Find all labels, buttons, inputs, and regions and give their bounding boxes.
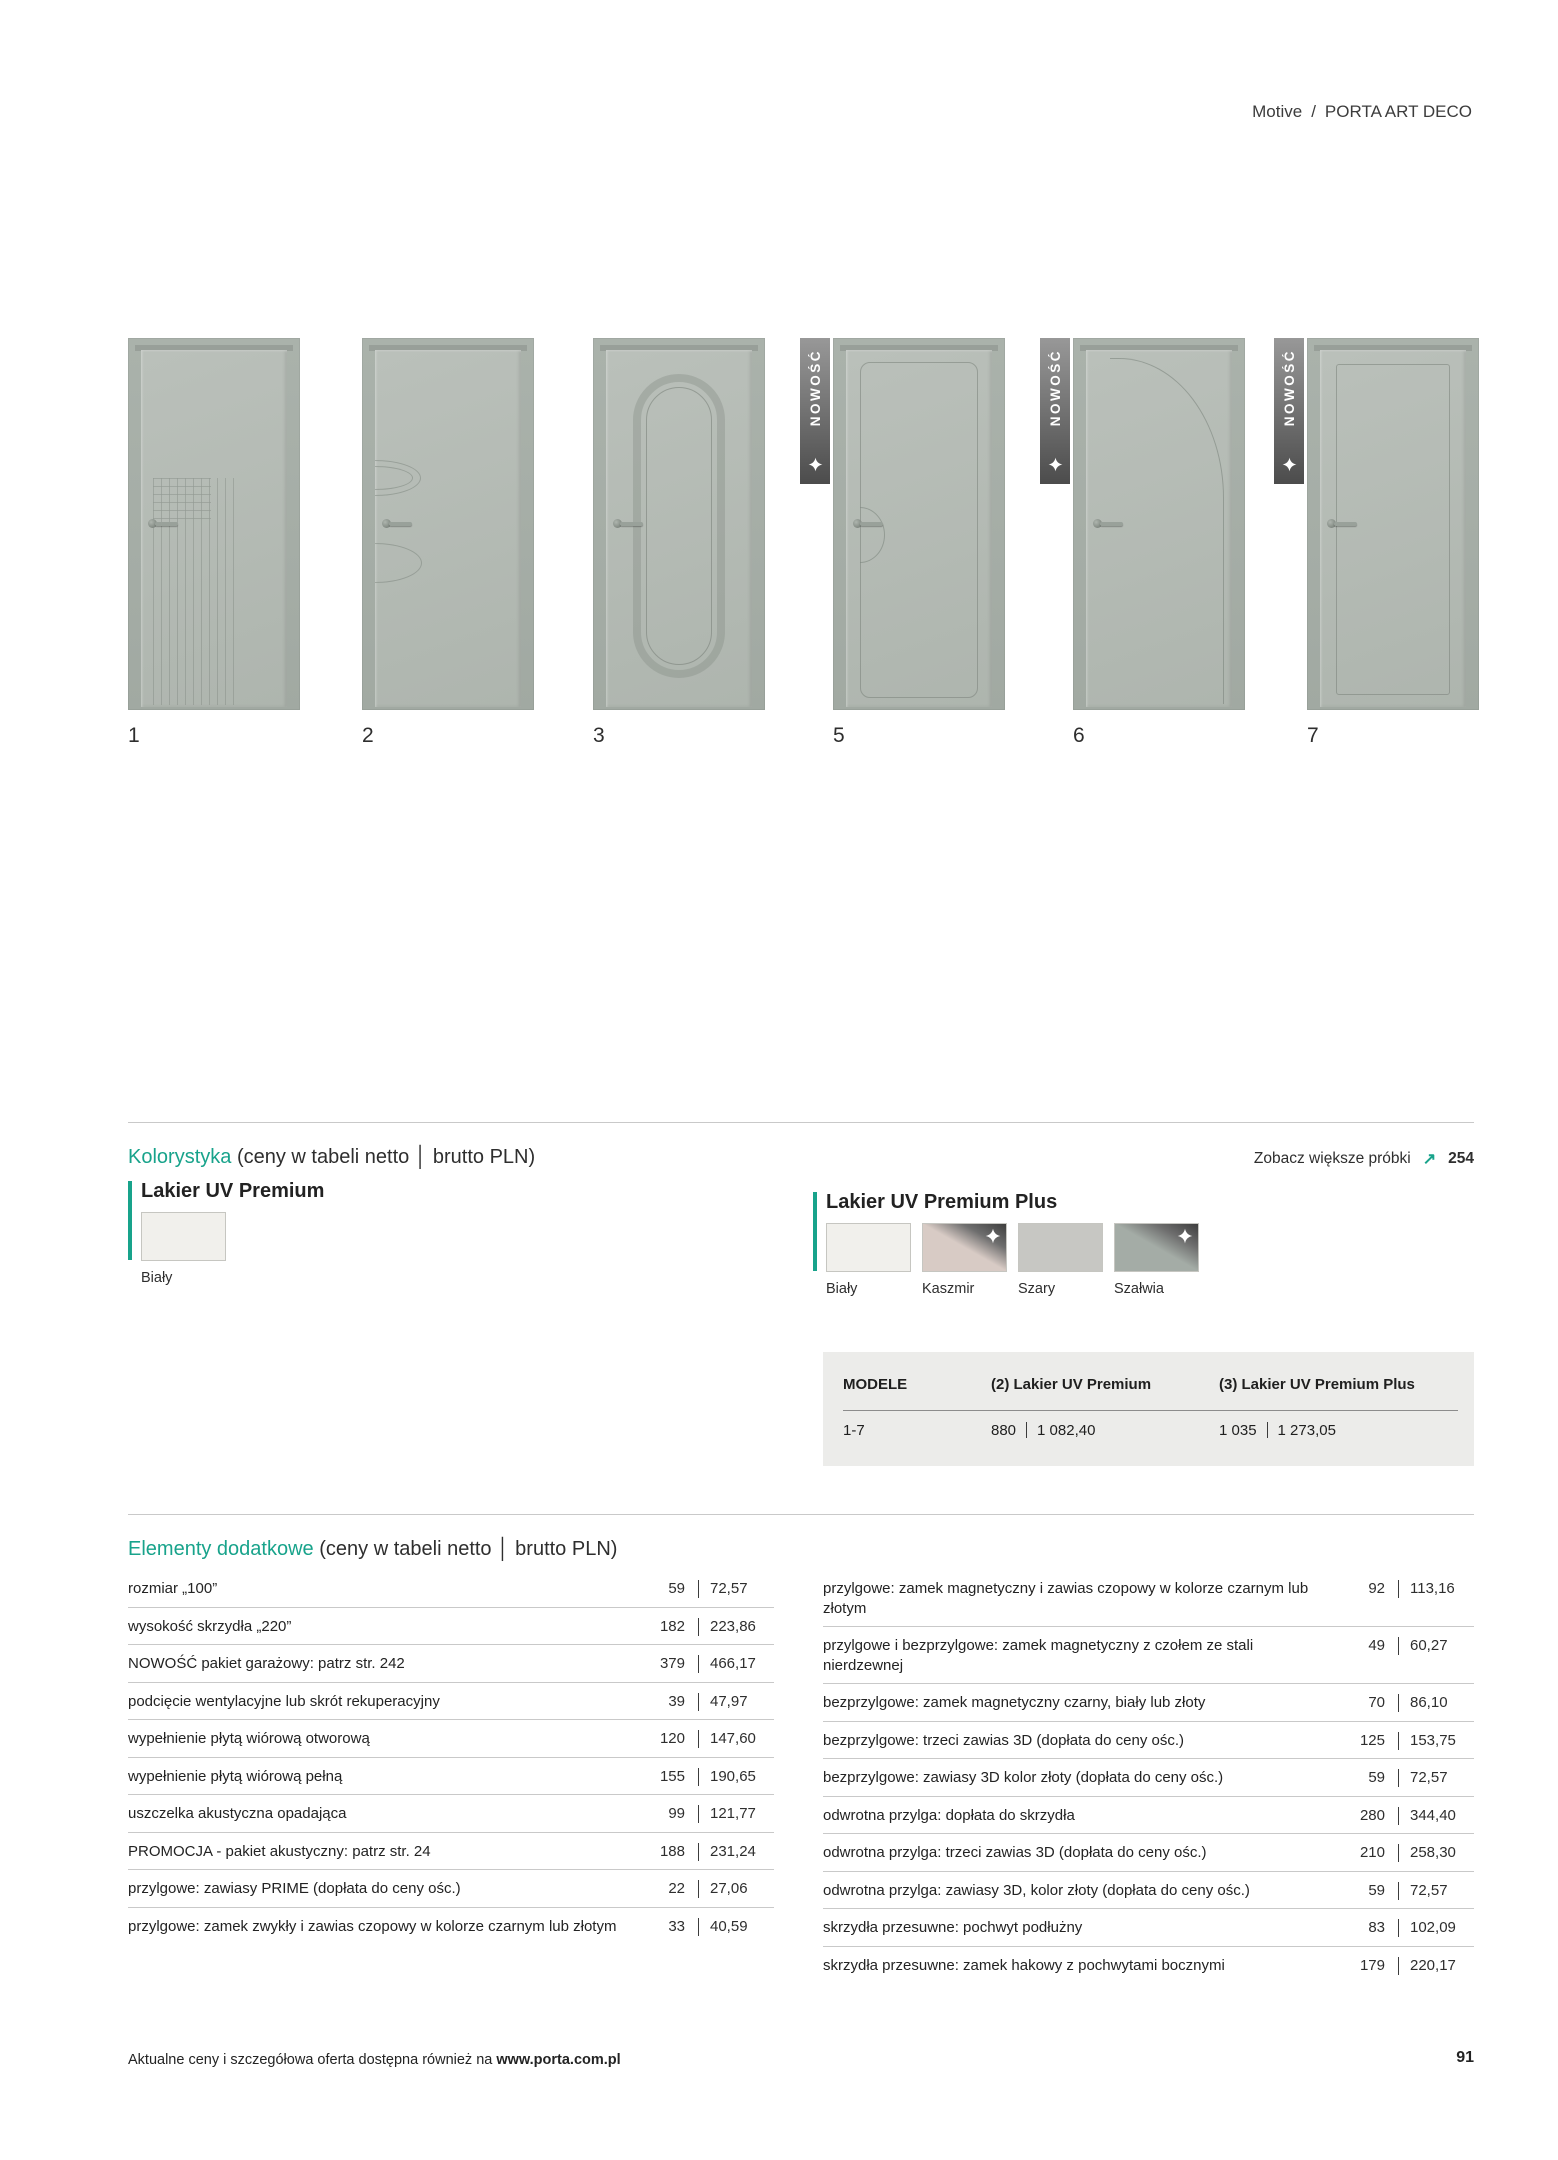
extras-row-label: podcięcie wentylacyjne lub skrót rekuperacyjny [128, 1692, 440, 1710]
nowosc-label: NOWOŚĆ [1281, 349, 1297, 427]
extras-row-brutto: 72,57 [1410, 1769, 1448, 1786]
extras-row-netto: 33 [668, 1917, 685, 1935]
extras-row-netto: 59 [668, 1580, 685, 1597]
swatch-row [826, 1223, 1199, 1297]
sparkle-icon [1048, 457, 1063, 472]
door-number: 1 [128, 724, 140, 747]
price-separator [698, 1843, 699, 1861]
extras-row-brutto: 121,77 [710, 1805, 756, 1822]
door-image [1307, 338, 1479, 710]
models-header: MODELE [843, 1376, 908, 1393]
price-separator [698, 1693, 699, 1711]
premium-plus-netto: 1 035 [1219, 1422, 1257, 1439]
door-image [593, 338, 765, 710]
door-image [128, 338, 300, 710]
samples-link-label: Zobacz większe próbki [1253, 1150, 1411, 1167]
extras-row [128, 1795, 774, 1833]
extras-row-netto: 155 [659, 1767, 685, 1785]
door-handle-icon [1327, 518, 1359, 530]
premium-brutto: 1 082,40 [1037, 1422, 1096, 1439]
extras-row [128, 1833, 774, 1871]
extras-list-left [128, 1570, 774, 1944]
extras-row-netto: 92 [1368, 1580, 1385, 1597]
price-separator [1398, 1732, 1399, 1750]
breadcrumb-model: PORTA ART DECO [1324, 102, 1472, 121]
door-design-pattern [633, 374, 725, 678]
extras-row-brutto: 60,27 [1410, 1637, 1448, 1654]
color-swatch-cell [141, 1212, 226, 1286]
extras-row-brutto: 147,60 [710, 1730, 756, 1747]
extras-row-label: przylgowe: zamek zwykły i zawias czopowy w kolorze czarnym lub złotym [128, 1917, 617, 1935]
footer-note [128, 2052, 621, 2068]
arrow-up-right-icon: ↗ [1422, 1151, 1437, 1168]
door-number: 3 [593, 724, 605, 747]
door-image [362, 338, 534, 710]
breadcrumb-collection: Motive [1252, 102, 1303, 121]
color-swatch [1114, 1223, 1199, 1272]
extras-pricing-note: (ceny w tabeli netto │ brutto PLN) [319, 1538, 618, 1560]
extras-row [823, 1834, 1474, 1872]
door-leaf [1320, 350, 1466, 707]
extras-row-label: odwrotna przylga: trzeci zawias 3D (dopłata do ceny ośc.) [823, 1844, 1207, 1861]
colors-section-title [128, 1146, 535, 1169]
extras-row-brutto: 466,17 [710, 1655, 756, 1672]
footer-url[interactable]: www.porta.com.pl [496, 2052, 621, 2068]
extras-row-netto: 49 [1368, 1637, 1385, 1654]
extras-row-label: bezprzylgowe: zamek magnetyczny czarny, biały lub złoty [823, 1694, 1206, 1711]
divider [128, 1514, 1474, 1515]
extras-row-label: przylgowe i bezprzylgowe: zamek magnetyczny z czołem ze stali nierdzewnej [823, 1637, 1254, 1674]
door-design-pattern [375, 460, 421, 496]
nowosc-badge [1274, 338, 1304, 484]
extras-row-label: bezprzylgowe: zawiasy 3D kolor złoty (dopłata do ceny ośc.) [823, 1769, 1224, 1786]
extras-row-label: skrzydła przesuwne: zamek hakowy z pochwytami bocznymi [823, 1956, 1225, 1974]
door-design-pattern [860, 362, 978, 698]
extras-row-label: przylgowe: zawiasy PRIME (dopłata do ceny ośc.) [128, 1880, 461, 1897]
extras-row-label: wypełnienie płytą wiórową otworową [128, 1730, 370, 1747]
door-figure [807, 338, 1005, 748]
extras-row [823, 1947, 1474, 1984]
extras-row [823, 1909, 1474, 1947]
door-handle-icon [613, 518, 645, 530]
door-image [833, 338, 1005, 710]
extras-row-brutto: 344,40 [1410, 1806, 1456, 1824]
door-figure [362, 338, 534, 748]
nowosc-corner-badge [923, 1224, 1006, 1271]
price-separator [1026, 1422, 1027, 1438]
extras-row-brutto: 40,59 [710, 1917, 748, 1935]
sparkle-icon [985, 1228, 1001, 1244]
extras-row [128, 1908, 774, 1945]
color-swatch-cell [826, 1223, 911, 1297]
extras-row-netto: 280 [1359, 1806, 1385, 1824]
extras-row-brutto: 72,57 [1410, 1881, 1448, 1899]
price-separator [1398, 1694, 1399, 1712]
extras-row-brutto: 153,75 [1410, 1731, 1456, 1749]
extras-row-brutto: 258,30 [1410, 1844, 1456, 1861]
price-separator [698, 1880, 699, 1898]
extras-row-brutto: 27,06 [710, 1880, 748, 1897]
extras-row [823, 1759, 1474, 1797]
extras-row-netto: 125 [1359, 1731, 1385, 1749]
door-leaf [375, 350, 521, 707]
door-number: 2 [362, 724, 374, 747]
door-leaf [141, 350, 287, 707]
extras-row-brutto: 47,97 [710, 1692, 748, 1710]
extras-row-netto: 182 [659, 1617, 685, 1635]
door-handle-icon [1093, 518, 1125, 530]
door-figure [128, 338, 300, 748]
color-swatch [922, 1223, 1007, 1272]
sparkle-icon [1282, 457, 1297, 472]
swatch-row [141, 1212, 324, 1286]
price-separator [1398, 1882, 1399, 1900]
swatch-group-title: Lakier UV Premium [141, 1180, 325, 1202]
premium-plus-header: (3) Lakier UV Premium Plus [1219, 1376, 1415, 1393]
extras-row-label: bezprzylgowe: trzeci zawias 3D (dopłata do ceny ośc.) [823, 1731, 1184, 1749]
door-number: 6 [1073, 724, 1085, 747]
price-separator [1398, 1957, 1399, 1975]
color-swatch [826, 1223, 911, 1272]
extras-row [128, 1758, 774, 1796]
samples-link[interactable] [1254, 1149, 1474, 1169]
footer-text: Aktualne ceny i szczegółowa oferta dostępna również na [128, 2052, 493, 2068]
premium-price [991, 1422, 1095, 1439]
extras-row-brutto: 220,17 [1410, 1956, 1456, 1974]
extras-row-netto: 70 [1368, 1694, 1385, 1711]
color-swatch-label: Szałwia [1114, 1281, 1164, 1297]
premium-netto: 880 [991, 1422, 1017, 1439]
extras-section-title [128, 1538, 617, 1561]
extras-title-text: Elementy dodatkowe [128, 1538, 314, 1560]
extras-row-label: skrzydła przesuwne: pochwyt podłużny [823, 1919, 1083, 1936]
extras-row-netto: 59 [1368, 1881, 1385, 1899]
extras-row-label: odwrotna przylga: zawiasy 3D, kolor złoty (dopłata do ceny ośc.) [823, 1881, 1250, 1899]
door-handle-icon [853, 518, 885, 530]
extras-row-label: wypełnienie płytą wiórową pełną [128, 1767, 343, 1785]
extras-row-netto: 210 [1359, 1844, 1385, 1861]
extras-row-netto: 22 [668, 1880, 685, 1897]
extras-list-right [823, 1570, 1474, 1983]
breadcrumb [1252, 102, 1472, 122]
door-figure [1047, 338, 1245, 748]
extras-row-netto: 120 [659, 1730, 685, 1747]
price-separator [1398, 1580, 1399, 1598]
premium-header: (2) Lakier UV Premium [991, 1376, 1152, 1393]
nowosc-badge [1040, 338, 1070, 484]
extras-row-label: rozmiar „100” [128, 1580, 218, 1597]
price-separator [698, 1918, 699, 1936]
nowosc-label: NOWOŚĆ [1047, 349, 1063, 427]
color-swatch-cell [922, 1223, 1007, 1297]
price-separator [698, 1768, 699, 1786]
extras-row [128, 1608, 774, 1646]
table-rule [843, 1410, 1458, 1411]
extras-row-netto: 379 [659, 1655, 685, 1672]
extras-row-brutto: 86,10 [1410, 1694, 1448, 1711]
price-separator [1398, 1807, 1399, 1825]
door-image [1073, 338, 1245, 710]
price-separator [1398, 1919, 1399, 1937]
extras-row-brutto: 102,09 [1410, 1919, 1456, 1936]
door-leaf [846, 350, 992, 707]
swatch-group-premium-plus [813, 1191, 1199, 1297]
extras-row-brutto: 223,86 [710, 1617, 756, 1635]
extras-row [823, 1797, 1474, 1835]
sparkle-icon [808, 457, 823, 472]
nowosc-corner-badge [1115, 1224, 1198, 1271]
models-range: 1-7 [843, 1422, 865, 1439]
extras-row-netto: 83 [1368, 1919, 1385, 1936]
color-swatch-cell [1018, 1223, 1103, 1297]
extras-row-brutto: 113,16 [1410, 1580, 1455, 1597]
extras-row [128, 1645, 774, 1683]
extras-row-label: uszczelka akustyczna opadająca [128, 1805, 347, 1822]
color-swatch-label: Biały [141, 1270, 173, 1286]
nowosc-badge [800, 338, 830, 484]
swatch-group-title: Lakier UV Premium Plus [826, 1191, 1058, 1213]
extras-row-label: PROMOCJA - pakiet akustyczny: patrz str. 24 [128, 1842, 431, 1860]
page-number: 91 [1456, 2049, 1474, 2066]
door-leaf [1086, 350, 1232, 707]
colors-pricing-note: (ceny w tabeli netto │ brutto PLN) [236, 1146, 536, 1168]
extras-row-brutto: 72,57 [710, 1580, 748, 1597]
models-price-table [823, 1352, 1474, 1466]
extras-row-brutto: 231,24 [710, 1842, 756, 1860]
premium-plus-brutto: 1 273,05 [1277, 1422, 1336, 1439]
extras-row [823, 1570, 1474, 1627]
door-number: 5 [833, 724, 845, 747]
breadcrumb-separator: / [1311, 102, 1316, 121]
extras-row-brutto: 190,65 [710, 1767, 756, 1785]
extras-row [128, 1720, 774, 1758]
extras-row-netto: 99 [668, 1805, 685, 1822]
color-swatch-label: Biały [826, 1281, 858, 1297]
nowosc-label: NOWOŚĆ [807, 349, 823, 427]
door-design-pattern [1110, 358, 1224, 704]
extras-row-netto: 179 [1359, 1956, 1385, 1974]
price-separator [698, 1730, 699, 1748]
color-swatch [141, 1212, 226, 1261]
divider [128, 1122, 1474, 1123]
price-separator [698, 1618, 699, 1636]
extras-row [128, 1683, 774, 1721]
door-handle-icon [382, 518, 414, 530]
sparkle-icon [1177, 1228, 1193, 1244]
color-swatch [1018, 1223, 1103, 1272]
extras-row [823, 1722, 1474, 1760]
door-gallery [0, 338, 1558, 758]
price-separator [1398, 1844, 1399, 1862]
extras-row-label: NOWOŚĆ pakiet garażowy: patrz str. 242 [128, 1655, 405, 1672]
extras-row-netto: 39 [668, 1692, 685, 1710]
price-separator [698, 1580, 699, 1598]
price-separator [698, 1655, 699, 1673]
price-separator [1398, 1637, 1399, 1655]
extras-row-netto: 188 [659, 1842, 685, 1860]
door-design-pattern [153, 478, 241, 705]
door-number: 7 [1307, 724, 1319, 747]
door-leaf [606, 350, 752, 707]
extras-row [823, 1872, 1474, 1910]
extras-row [823, 1627, 1474, 1684]
door-handle-icon [148, 518, 180, 530]
extras-row-netto: 59 [1368, 1769, 1385, 1786]
color-swatch-cell [1114, 1223, 1199, 1297]
color-swatch-label: Szary [1018, 1281, 1056, 1297]
price-separator [1267, 1422, 1268, 1438]
extras-row [128, 1570, 774, 1608]
price-separator [1398, 1769, 1399, 1787]
premium-plus-price [1219, 1422, 1336, 1439]
price-separator [698, 1805, 699, 1823]
extras-row-label: odwrotna przylga: dopłata do skrzydła [823, 1806, 1075, 1824]
door-figure [593, 338, 765, 748]
extras-row [823, 1684, 1474, 1722]
color-swatch-label: Kaszmir [922, 1281, 975, 1297]
door-figure [1281, 338, 1479, 748]
swatch-group-premium [128, 1180, 324, 1286]
colors-title-text: Kolorystyka [128, 1146, 232, 1168]
extras-row-label: wysokość skrzydła „220” [128, 1617, 292, 1635]
extras-row [128, 1870, 774, 1908]
extras-row-label: przylgowe: zamek magnetyczny i zawias czopowy w kolorze czarnym lub złotym [823, 1580, 1309, 1617]
samples-link-page: 254 [1448, 1150, 1474, 1167]
